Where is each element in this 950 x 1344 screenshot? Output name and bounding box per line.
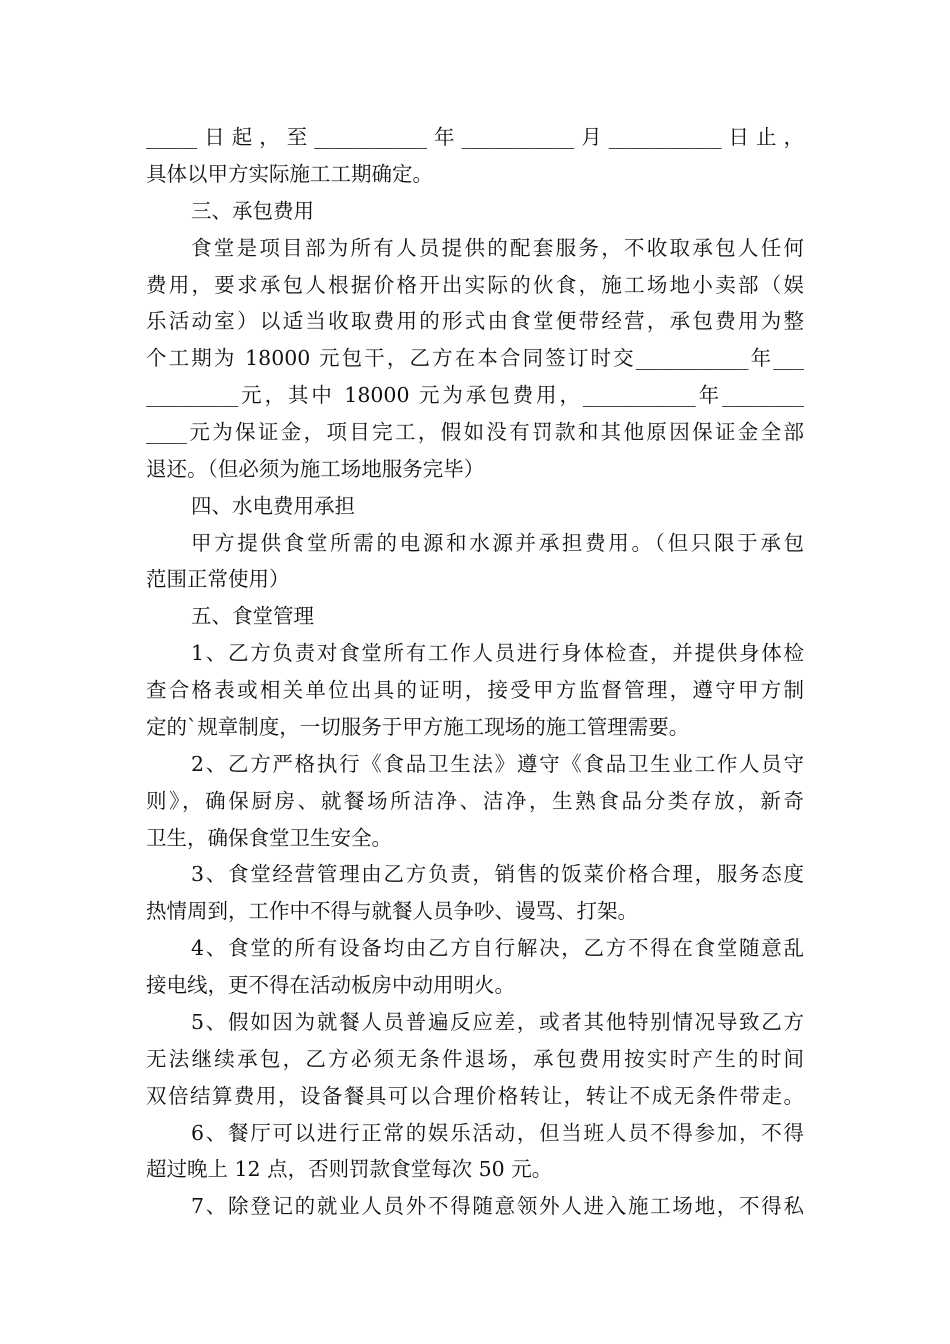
text-line: _________元，其中 18000 元为承包费用，___________年________: [146, 383, 804, 407]
text-line: 乐活动室）以适当收取费用的形式由食堂便带经营，承包费用为整: [146, 309, 804, 333]
section-heading: 三、承包费用: [191, 199, 314, 223]
text-line: 无法继续承包，乙方必须无条件退场，承包费用按实时产生的时间: [146, 1047, 804, 1071]
text-line: 2、乙方严格执行《食品卫生法》遵守《食品卫生业工作人员守: [191, 752, 804, 776]
text-line: 超过晚上 12 点，否则罚款食堂每次 50 元。: [146, 1157, 553, 1181]
text-line: 查合格表或相关单位出具的证明，接受甲方监督管理，遵守甲方制: [146, 678, 804, 702]
text-line: 7、除登记的就业人员外不得随意领外人进入施工场地，不得私: [191, 1194, 804, 1218]
text-line: 定的`规章制度，一切服务于甲方施工现场的施工管理需要。: [146, 715, 690, 739]
section-heading: 五、食堂管理: [191, 604, 314, 628]
text-line: 具体以甲方实际施工工期确定。: [146, 162, 433, 186]
text-line: 热情周到，工作中不得与就餐人员争吵、谩骂、打架。: [146, 899, 638, 923]
text-line: 5、假如因为就餐人员普遍反应差，或者其他特别情况导致乙方: [191, 1010, 804, 1034]
text-line: 4、食堂的所有设备均由乙方自行解决，乙方不得在食堂随意乱: [191, 936, 804, 960]
text-line: 1、乙方负责对食堂所有工作人员进行身体检查，并提供身体检: [191, 641, 804, 665]
text-line: ____元为保证金，项目完工，假如没有罚款和其他原因保证金全部: [146, 420, 804, 444]
text-line: 退还。（但必须为施工场地服务完毕）: [146, 457, 485, 481]
text-line: _____日起，至___________年___________月___________日止，: [146, 125, 804, 149]
text-line: 双倍结算费用，设备餐具可以合理价格转让，转让不成无条件带走。: [146, 1084, 804, 1108]
text-line: 卫生，确保食堂卫生安全。: [146, 826, 392, 850]
text-line: 3、食堂经营管理由乙方负责，销售的饭菜价格合理，服务态度: [191, 862, 804, 886]
text-line: 接电线，更不得在活动板房中动用明火。: [146, 973, 515, 997]
section-heading: 四、水电费用承担: [191, 494, 355, 518]
text-line: 食堂是项目部为所有人员提供的配套服务，不收取承包人任何: [191, 236, 804, 260]
text-line: 甲方提供食堂所需的电源和水源并承担费用。（但只限于承包: [191, 531, 804, 555]
text-line: 6、餐厅可以进行正常的娱乐活动，但当班人员不得参加，不得: [191, 1121, 804, 1145]
text-line: 范围正常使用）: [146, 567, 290, 591]
text-line: 个工期为 18000 元包干，乙方在本合同签订时交___________年___: [146, 346, 804, 370]
text-line: 则》，确保厨房、就餐场所洁净、洁净，生熟食品分类存放，新奇: [146, 789, 804, 813]
text-line: 费用，要求承包人根据价格开出实际的伙食，施工场地小卖部（娱: [146, 273, 804, 297]
